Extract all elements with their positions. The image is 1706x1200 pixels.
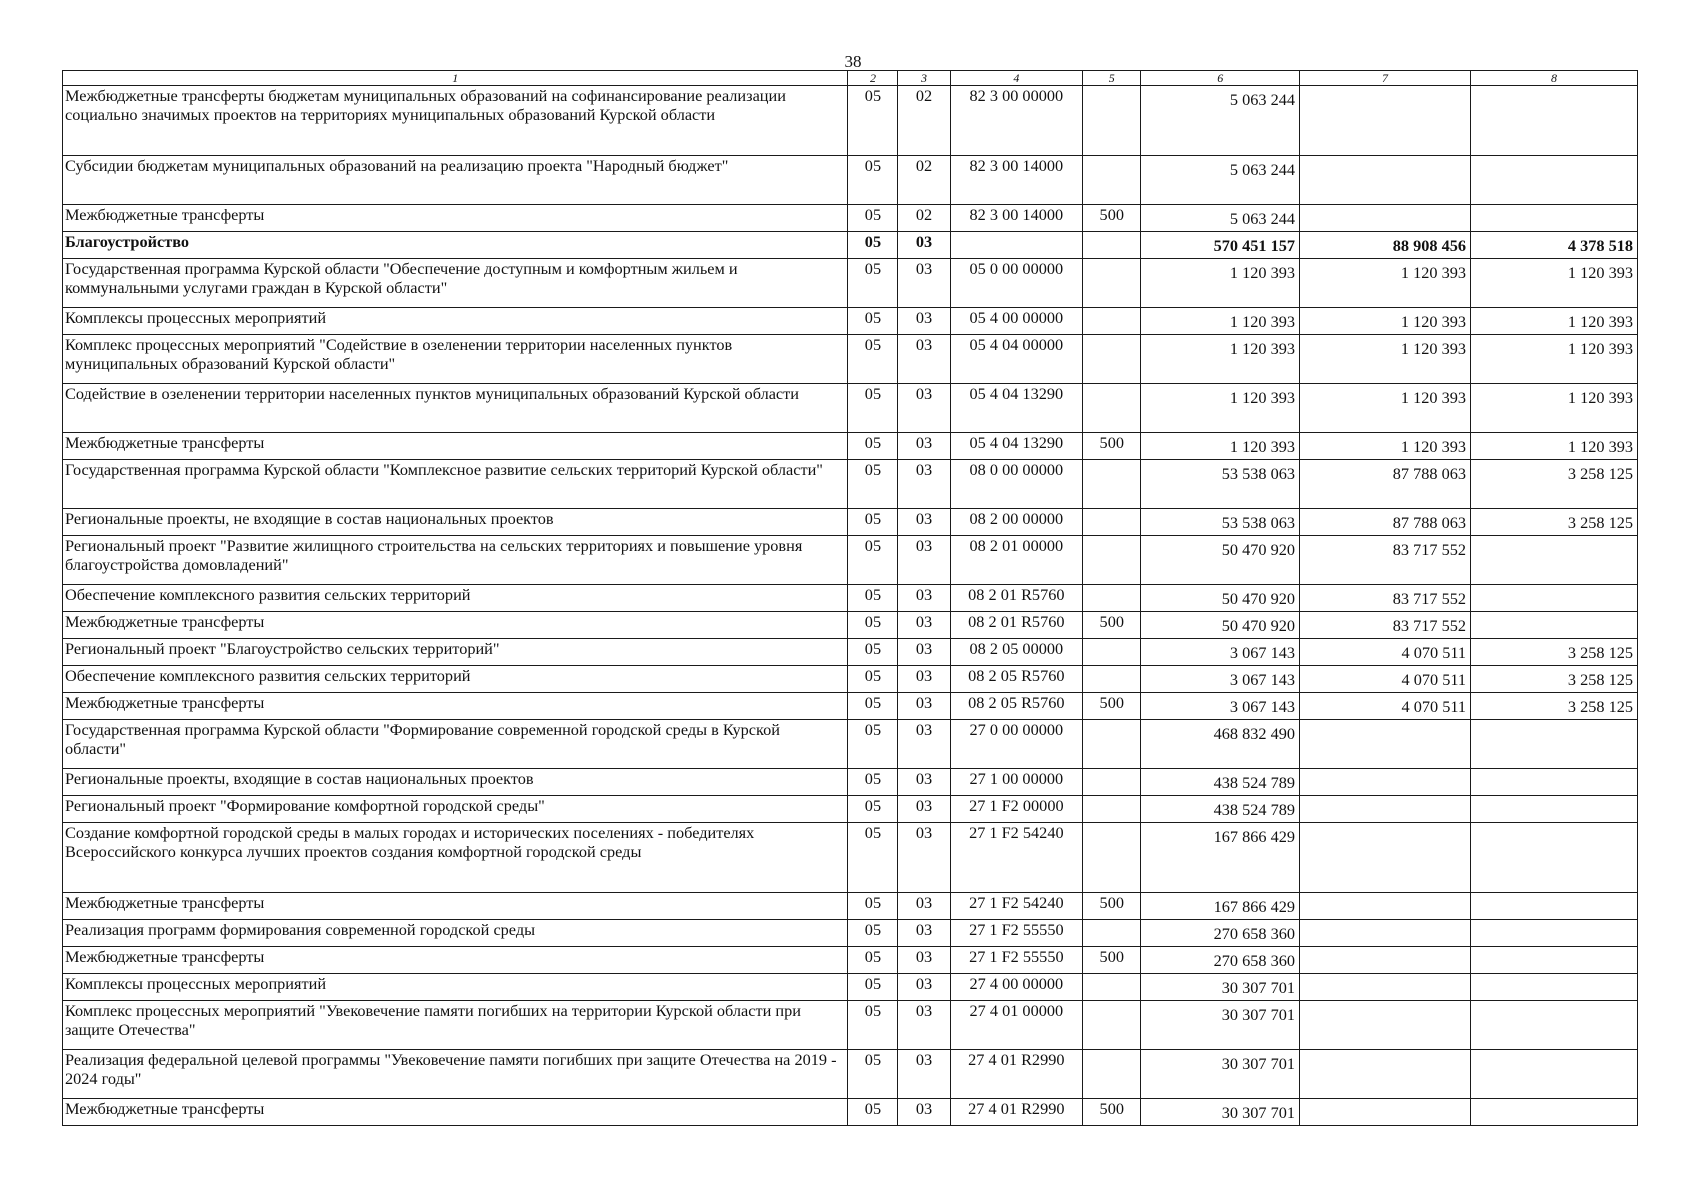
amount-col-8 [1471, 796, 1638, 823]
amount-col-7: 4 070 511 [1300, 639, 1471, 666]
amount-col-7: 87 788 063 [1300, 460, 1471, 509]
amount-col-8 [1471, 156, 1638, 205]
amount-col-7: 88 908 456 [1300, 232, 1471, 259]
expense-type-code [1083, 384, 1141, 433]
row-name: Создание комфортной городской среды в малых городах и исторических поселениях - победителях Всероссийского конкурса лучших проектов создания комфортной городской среды [63, 823, 848, 893]
target-article-code: 08 2 05 R5760 [950, 666, 1082, 693]
expense-type-code: 500 [1083, 612, 1141, 639]
table-row [63, 460, 1638, 509]
amount-col-7: 4 070 511 [1300, 666, 1471, 693]
row-name: Комплексы процессных мероприятий [63, 308, 848, 335]
expense-type-code [1083, 460, 1141, 509]
amount-col-6: 50 470 920 [1141, 536, 1300, 585]
amount-col-6: 438 524 789 [1141, 796, 1300, 823]
row-name: Межбюджетные трансферты бюджетам муниципальных образований на софинансирование реализации социально значимых проектов на территориях муниципальных образований Курской области [63, 86, 848, 156]
amount-col-6: 30 307 701 [1141, 1050, 1300, 1099]
subsection-code: 02 [898, 205, 950, 232]
amount-col-7 [1300, 920, 1471, 947]
section-code: 05 [848, 460, 898, 509]
section-code: 05 [848, 335, 898, 384]
section-code: 05 [848, 920, 898, 947]
table-row [63, 796, 1638, 823]
section-code: 05 [848, 1050, 898, 1099]
target-article-code: 82 3 00 14000 [950, 205, 1082, 232]
section-code: 05 [848, 259, 898, 308]
target-article-code: 82 3 00 14000 [950, 156, 1082, 205]
expense-type-code [1083, 585, 1141, 612]
expense-type-code: 500 [1083, 893, 1141, 920]
target-article-code: 27 4 01 00000 [950, 1001, 1082, 1050]
table-row [63, 585, 1638, 612]
amount-col-8: 1 120 393 [1471, 259, 1638, 308]
section-code: 05 [848, 433, 898, 460]
amount-col-6: 5 063 244 [1141, 156, 1300, 205]
subsection-code: 03 [898, 335, 950, 384]
section-code: 05 [848, 720, 898, 769]
table-row [63, 86, 1638, 156]
expense-type-code [1083, 639, 1141, 666]
table-row [63, 433, 1638, 460]
subsection-code: 02 [898, 86, 950, 156]
target-article-code: 08 2 01 R5760 [950, 612, 1082, 639]
row-name: Региональный проект "Развитие жилищного строительства на сельских территориях и повышение уровня благоустройства домовладений" [63, 536, 848, 585]
amount-col-6: 30 307 701 [1141, 1001, 1300, 1050]
expense-type-code [1083, 920, 1141, 947]
amount-col-6: 5 063 244 [1141, 205, 1300, 232]
expense-type-code [1083, 974, 1141, 1001]
row-name: Межбюджетные трансферты [63, 947, 848, 974]
amount-col-8 [1471, 974, 1638, 1001]
subsection-code: 03 [898, 536, 950, 585]
table-row [63, 1001, 1638, 1050]
section-code: 05 [848, 86, 898, 156]
expense-type-code [1083, 796, 1141, 823]
expense-type-code [1083, 232, 1141, 259]
section-code: 05 [848, 974, 898, 1001]
amount-col-7 [1300, 720, 1471, 769]
section-code: 05 [848, 536, 898, 585]
target-article-code: 27 4 01 R2990 [950, 1099, 1082, 1126]
expense-type-code [1083, 156, 1141, 205]
section-code: 05 [848, 308, 898, 335]
table-row [63, 232, 1638, 259]
expense-type-code [1083, 308, 1141, 335]
table-row [63, 693, 1638, 720]
target-article-code: 08 2 05 R5760 [950, 693, 1082, 720]
column-header: 6 [1141, 71, 1300, 86]
section-code: 05 [848, 205, 898, 232]
subsection-code: 03 [898, 433, 950, 460]
section-code: 05 [848, 232, 898, 259]
subsection-code: 03 [898, 1001, 950, 1050]
row-name: Межбюджетные трансферты [63, 693, 848, 720]
target-article-code: 27 0 00 00000 [950, 720, 1082, 769]
amount-col-7 [1300, 1050, 1471, 1099]
target-article-code: 27 1 F2 00000 [950, 796, 1082, 823]
row-name: Региональные проекты, не входящие в состав национальных проектов [63, 509, 848, 536]
amount-col-7 [1300, 893, 1471, 920]
section-code: 05 [848, 585, 898, 612]
amount-col-6: 1 120 393 [1141, 308, 1300, 335]
subsection-code: 03 [898, 232, 950, 259]
column-header: 5 [1083, 71, 1141, 86]
expense-type-code [1083, 86, 1141, 156]
amount-col-8 [1471, 536, 1638, 585]
table-row [63, 720, 1638, 769]
amount-col-8 [1471, 720, 1638, 769]
expense-type-code [1083, 509, 1141, 536]
expense-type-code [1083, 536, 1141, 585]
amount-col-6: 50 470 920 [1141, 612, 1300, 639]
target-article-code: 08 2 01 00000 [950, 536, 1082, 585]
row-name: Региональный проект "Формирование комфортной городской среды" [63, 796, 848, 823]
section-code: 05 [848, 796, 898, 823]
subsection-code: 03 [898, 823, 950, 893]
subsection-code: 03 [898, 1050, 950, 1099]
amount-col-8 [1471, 1001, 1638, 1050]
amount-col-7 [1300, 823, 1471, 893]
amount-col-6: 1 120 393 [1141, 335, 1300, 384]
row-name: Региональные проекты, входящие в состав национальных проектов [63, 769, 848, 796]
amount-col-6: 570 451 157 [1141, 232, 1300, 259]
row-name: Комплексы процессных мероприятий [63, 974, 848, 1001]
amount-col-6: 30 307 701 [1141, 1099, 1300, 1126]
amount-col-7: 83 717 552 [1300, 612, 1471, 639]
target-article-code: 27 1 F2 54240 [950, 823, 1082, 893]
subsection-code: 03 [898, 693, 950, 720]
table-row [63, 156, 1638, 205]
section-code: 05 [848, 509, 898, 536]
amount-col-8 [1471, 823, 1638, 893]
subsection-code: 03 [898, 1099, 950, 1126]
amount-col-8 [1471, 920, 1638, 947]
row-name: Государственная программа Курской области "Формирование современной городской среды в Курской области" [63, 720, 848, 769]
row-name: Реализация федеральной целевой программы "Увековечение памяти погибших при защите Отечества на 2019 - 2024 годы" [63, 1050, 848, 1099]
subsection-code: 03 [898, 259, 950, 308]
column-header: 7 [1300, 71, 1471, 86]
table-row [63, 1099, 1638, 1126]
row-name: Содействие в озеленении территории населенных пунктов муниципальных образований Курской области [63, 384, 848, 433]
subsection-code: 03 [898, 612, 950, 639]
subsection-code: 03 [898, 666, 950, 693]
table-row [63, 639, 1638, 666]
amount-col-7 [1300, 1099, 1471, 1126]
subsection-code: 03 [898, 585, 950, 612]
amount-col-8 [1471, 86, 1638, 156]
table-row [63, 612, 1638, 639]
table-row [63, 335, 1638, 384]
column-header: 8 [1471, 71, 1638, 86]
target-article-code: 05 4 04 13290 [950, 433, 1082, 460]
amount-col-7 [1300, 205, 1471, 232]
amount-col-8 [1471, 1050, 1638, 1099]
amount-col-8: 3 258 125 [1471, 639, 1638, 666]
amount-col-8: 4 378 518 [1471, 232, 1638, 259]
subsection-code: 03 [898, 974, 950, 1001]
expense-type-code [1083, 769, 1141, 796]
amount-col-6: 167 866 429 [1141, 823, 1300, 893]
expense-type-code [1083, 823, 1141, 893]
section-code: 05 [848, 612, 898, 639]
row-name: Реализация программ формирования современной городской среды [63, 920, 848, 947]
budget-table [62, 70, 1638, 1126]
target-article-code: 27 1 F2 55550 [950, 947, 1082, 974]
expense-type-code: 500 [1083, 947, 1141, 974]
amount-col-7: 1 120 393 [1300, 335, 1471, 384]
row-name: Межбюджетные трансферты [63, 612, 848, 639]
target-article-code: 27 4 01 R2990 [950, 1050, 1082, 1099]
row-name: Комплекс процессных мероприятий "Содействие в озеленении территории населенных пунктов муниципальных образований Курской области" [63, 335, 848, 384]
column-header: 3 [898, 71, 950, 86]
amount-col-7: 1 120 393 [1300, 308, 1471, 335]
section-code: 05 [848, 384, 898, 433]
subsection-code: 03 [898, 460, 950, 509]
subsection-code: 03 [898, 796, 950, 823]
table-row [63, 893, 1638, 920]
table-row [63, 384, 1638, 433]
target-article-code: 82 3 00 00000 [950, 86, 1082, 156]
amount-col-6: 270 658 360 [1141, 920, 1300, 947]
amount-col-6: 438 524 789 [1141, 769, 1300, 796]
section-code: 05 [848, 156, 898, 205]
table-row [63, 666, 1638, 693]
amount-col-6: 3 067 143 [1141, 693, 1300, 720]
section-code: 05 [848, 666, 898, 693]
target-article-code: 05 0 00 00000 [950, 259, 1082, 308]
row-name: Региональный проект "Благоустройство сельских территорий" [63, 639, 848, 666]
target-article-code: 27 4 00 00000 [950, 974, 1082, 1001]
row-name: Межбюджетные трансферты [63, 893, 848, 920]
amount-col-8: 3 258 125 [1471, 509, 1638, 536]
amount-col-6: 167 866 429 [1141, 893, 1300, 920]
row-name: Межбюджетные трансферты [63, 433, 848, 460]
amount-col-8 [1471, 205, 1638, 232]
row-name: Межбюджетные трансферты [63, 205, 848, 232]
column-header: 1 [63, 71, 848, 86]
row-name: Обеспечение комплексного развития сельских территорий [63, 666, 848, 693]
expense-type-code: 500 [1083, 693, 1141, 720]
amount-col-7 [1300, 796, 1471, 823]
section-code: 05 [848, 1001, 898, 1050]
amount-col-8 [1471, 893, 1638, 920]
section-code: 05 [848, 639, 898, 666]
subsection-code: 03 [898, 893, 950, 920]
expense-type-code [1083, 666, 1141, 693]
target-article-code: 08 2 00 00000 [950, 509, 1082, 536]
expense-type-code [1083, 1050, 1141, 1099]
amount-col-8 [1471, 612, 1638, 639]
amount-col-7 [1300, 769, 1471, 796]
target-article-code: 08 2 01 R5760 [950, 585, 1082, 612]
amount-col-8 [1471, 947, 1638, 974]
amount-col-8: 1 120 393 [1471, 433, 1638, 460]
amount-col-7: 1 120 393 [1300, 259, 1471, 308]
amount-col-6: 270 658 360 [1141, 947, 1300, 974]
subsection-code: 02 [898, 156, 950, 205]
amount-col-6: 30 307 701 [1141, 974, 1300, 1001]
amount-col-8: 3 258 125 [1471, 693, 1638, 720]
table-row [63, 947, 1638, 974]
amount-col-6: 1 120 393 [1141, 259, 1300, 308]
amount-col-6: 5 063 244 [1141, 86, 1300, 156]
subsection-code: 03 [898, 384, 950, 433]
target-article-code: 27 1 F2 55550 [950, 920, 1082, 947]
target-article-code: 05 4 04 00000 [950, 335, 1082, 384]
target-article-code: 05 4 00 00000 [950, 308, 1082, 335]
target-article-code: 05 4 04 13290 [950, 384, 1082, 433]
amount-col-7: 83 717 552 [1300, 536, 1471, 585]
target-article-code: 27 1 F2 54240 [950, 893, 1082, 920]
amount-col-7 [1300, 947, 1471, 974]
section-code: 05 [848, 693, 898, 720]
amount-col-7 [1300, 1001, 1471, 1050]
amount-col-8 [1471, 769, 1638, 796]
column-number-row [63, 71, 1638, 86]
row-name: Комплекс процессных мероприятий "Увековечение памяти погибших на территории Курской области при защите Отечества" [63, 1001, 848, 1050]
section-code: 05 [848, 1099, 898, 1126]
row-name: Государственная программа Курской области "Обеспечение доступным и комфортным жильем и коммунальными услугами граждан в Курской области" [63, 259, 848, 308]
amount-col-6: 53 538 063 [1141, 509, 1300, 536]
section-code: 05 [848, 893, 898, 920]
section-code: 05 [848, 947, 898, 974]
expense-type-code [1083, 1001, 1141, 1050]
subsection-code: 03 [898, 769, 950, 796]
amount-col-7: 83 717 552 [1300, 585, 1471, 612]
target-article-code [950, 232, 1082, 259]
amount-col-8 [1471, 585, 1638, 612]
amount-col-8: 3 258 125 [1471, 666, 1638, 693]
amount-col-8: 1 120 393 [1471, 335, 1638, 384]
subsection-code: 03 [898, 639, 950, 666]
expense-type-code [1083, 335, 1141, 384]
target-article-code: 27 1 00 00000 [950, 769, 1082, 796]
amount-col-6: 468 832 490 [1141, 720, 1300, 769]
table-row [63, 536, 1638, 585]
subsection-code: 03 [898, 947, 950, 974]
amount-col-7: 1 120 393 [1300, 384, 1471, 433]
table-row [63, 259, 1638, 308]
subsection-code: 03 [898, 509, 950, 536]
target-article-code: 08 0 00 00000 [950, 460, 1082, 509]
row-name: Субсидии бюджетам муниципальных образований на реализацию проекта "Народный бюджет" [63, 156, 848, 205]
table-row [63, 308, 1638, 335]
expense-type-code: 500 [1083, 1099, 1141, 1126]
table-row [63, 1050, 1638, 1099]
amount-col-7 [1300, 156, 1471, 205]
subsection-code: 03 [898, 920, 950, 947]
amount-col-7 [1300, 974, 1471, 1001]
table-row [63, 509, 1638, 536]
amount-col-7: 87 788 063 [1300, 509, 1471, 536]
subsection-code: 03 [898, 308, 950, 335]
row-name: Обеспечение комплексного развития сельских территорий [63, 585, 848, 612]
column-header: 2 [848, 71, 898, 86]
amount-col-6: 3 067 143 [1141, 666, 1300, 693]
expense-type-code: 500 [1083, 433, 1141, 460]
amount-col-8 [1471, 1099, 1638, 1126]
subsection-code: 03 [898, 720, 950, 769]
target-article-code: 08 2 05 00000 [950, 639, 1082, 666]
amount-col-8: 1 120 393 [1471, 384, 1638, 433]
section-code: 05 [848, 823, 898, 893]
amount-col-6: 1 120 393 [1141, 433, 1300, 460]
amount-col-7 [1300, 86, 1471, 156]
column-header: 4 [950, 71, 1082, 86]
table-row [63, 974, 1638, 1001]
amount-col-6: 50 470 920 [1141, 585, 1300, 612]
amount-col-8: 1 120 393 [1471, 308, 1638, 335]
row-name: Государственная программа Курской области "Комплексное развитие сельских территорий Курской области" [63, 460, 848, 509]
row-name: Межбюджетные трансферты [63, 1099, 848, 1126]
amount-col-6: 3 067 143 [1141, 639, 1300, 666]
amount-col-6: 53 538 063 [1141, 460, 1300, 509]
expense-type-code: 500 [1083, 205, 1141, 232]
amount-col-6: 1 120 393 [1141, 384, 1300, 433]
table-row [63, 205, 1638, 232]
table-row [63, 823, 1638, 893]
table-row [63, 920, 1638, 947]
amount-col-7: 1 120 393 [1300, 433, 1471, 460]
expense-type-code [1083, 259, 1141, 308]
page-number: 38 [844, 52, 862, 71]
table-row [63, 769, 1638, 796]
section-code: 05 [848, 769, 898, 796]
row-name: Благоустройство [63, 232, 848, 259]
amount-col-8: 3 258 125 [1471, 460, 1638, 509]
amount-col-7: 4 070 511 [1300, 693, 1471, 720]
expense-type-code [1083, 720, 1141, 769]
